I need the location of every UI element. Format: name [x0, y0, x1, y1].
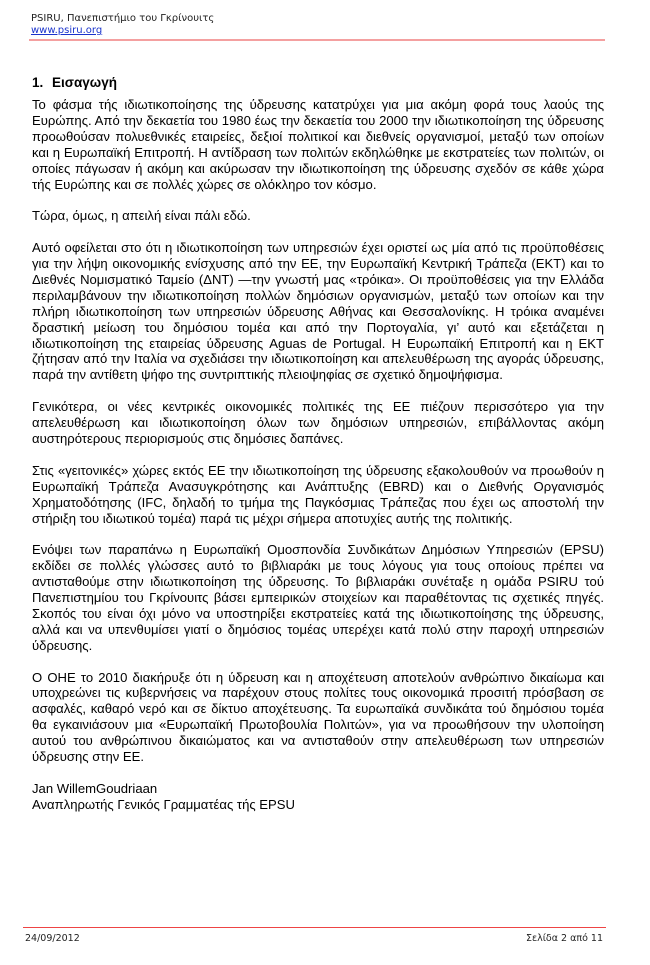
page-header	[31, 13, 606, 37]
signature-title: Αναπληρωτής Γενικός Γραμματέας τής EPSU	[32, 796, 295, 812]
website-link[interactable]: www.psiru.org	[31, 25, 103, 36]
paragraph-un-declaration: Ο ΟΗΕ το 2010 διακήρυξε ότι η ύδρευση και η αποχέτευση αποτελούν ανθρώπινο δικαίωμα και υποχρεώνει τις κυβερνήσεις να παρέχουν στους πολίτες τους οικονομικά προσιτή πρόσβαση σε ασφαλές, καθαρό νερό και σε δίκτυο αποχέτευσης. Τα ευρωπαϊκά συνδικάτα τού δημόσιου τομέα θα εγκαινιάσουν μια «Ευρωπαϊκή Πρωτοβουλία Πολιτών», για να προωθήσουν την υλοποίηση αυτού του ανθρώπινου δικαιώματος και να αντισταθούν στην απελευθέρωση των υπηρεσιών ύδρευσης στην ΕΕ.	[32, 669, 604, 765]
paragraph-epsu-booklet: Ενόψει των παραπάνω η Ευρωπαϊκή Ομοσπονδία Συνδικάτων Δημόσιων Υπηρεσιών (EPSU) εκδίδει σε πολλές γλώσσες αυτό το βιβλιαράκι με τους λόγους για τους οποίους πρέπει να αντισταθούμε στην ιδιωτικοποίηση της ύδρευσης. Το βιβλιαράκι συνέταξε η ομάδα PSIRU τού Πανεπιστημίου του Γκρίνουιτς βάσει εμπειρικών στοιχείων και παραθέτοντας τις σχετικές πηγές. Σκοπός του είναι όχι μόνο να υποστηρίξει εκστρατείες κατά της ιδιωτικοποίησης της ύδρευσης, αλλά και να υπενθυμίσει γιατί ο δημόσιος τομέας υπερέχει κατά πολύ στην παροχή υπηρεσιών ύδρευσης.	[32, 542, 604, 653]
paragraph-troika: Αυτό οφείλεται στο ότι η ιδιωτικοποίηση των υπηρεσιών έχει οριστεί ως μία από τις προϋποθέσεις για την λήψη οικονομικής ενίσχυσης από την ΕΕ, την Ευρωπαϊκή Κεντρική Τράπεζα (ΕΚΤ) και το Διεθνές Νομισματικό Ταμείο (ΔΝΤ) —την γνωστή μας «τρόικα». Οι προϋποθέσεις για την Ελλάδα περιλαμβάνουν την ιδιωτικοποίηση πολλών δημόσιων οργανισμών, μεταξύ των οποίων και την πλήρη ιδιωτικοποίηση των υπηρεσιών ύδρευσης Αθήνας και Θεσσαλονίκης. Η τρόικα αναμένει δραστική μείωση του δημόσιου τομέα και από την Πορτογαλία, γι’ αυτό και εξετάζεται η ιδιωτικοποίηση της εταιρείας ύδρευσης Aguas de Portugal. Η Ευρωπαϊκή Επιτροπή και η ΕΚΤ ζήτησαν από την Ιταλία να σχεδιάσει την ιδιωτικοποίηση και απελευθέρωση της αγοράς ύδρευσης, παρά την αντίθετη ψήφο της συντριπτικής πλειοψηφίας σε σχετικό δημοψήφισμα.	[32, 240, 604, 383]
section-number: 1.	[32, 75, 44, 90]
signature-name: Jan WillemGoudriaan	[32, 780, 158, 796]
paragraph-intro: Το φάσμα τής ιδιωτικοποίησης της ύδρευσης κατατρύχει για μια ακόμη φορά τους λαούς της Ευρώπης. Από την δεκαετία του 1980 έως την δεκαετία του 2000 την ιδιωτικοποίηση της ύδρευσης προωθούσαν πολυεθνικές εταιρείες, δεξιοί πολιτικοί και διεθνείς οργανισμοί, μεταξύ των οποίων και η Ευρωπαϊκή Επιτροπή. Η αντίδραση των πολιτών εκδηλώθηκε με εκστρατείες των πολιτών, οι οποίες πάγωσαν ή ακόμη και ακύρωσαν την ιδιωτικοποίηση της ύδρευσης σχεδόν σε κάθε χώρα τής Ευρώπης και σε πολλές χώρες σε ολόκληρο τον κόσμο.	[32, 97, 604, 192]
page-number: Σελίδα 2 από 11	[525, 933, 603, 944]
paragraph-neighbouring-countries: Στις «γειτονικές» χώρες εκτός ΕΕ την ιδιωτικοποίηση της ύδρευσης εξακολουθούν να προωθούν η Ευρωπαϊκή Τράπεζα Ανασυγκρότησης και Ανάπτυξης (EBRD) και ο Διεθνής Οργανισμός Χρηματοδότησης (IFC, δηλαδή το τμήμα της Παγκόσμιας Τράπεζας που έχει ως αποστολή την στήριξη του ιδιωτικού τομέα) παρά τις μέχρι σήμερα αποτυχίες αυτής της πολιτικής.	[32, 462, 604, 526]
organization-name: PSIRU, Πανεπιστήμιο του Γκρίνουιτς	[31, 13, 215, 24]
signature-block	[32, 781, 604, 813]
footer-divider	[23, 927, 606, 928]
document-body	[32, 74, 604, 813]
footer-date: 24/09/2012	[25, 933, 80, 944]
section-title: Εισαγωγή	[52, 75, 117, 90]
section-heading	[32, 74, 604, 91]
paragraph-threat: Τώρα, όμως, η απειλή είναι πάλι εδώ.	[32, 208, 251, 224]
header-divider	[29, 39, 605, 41]
paragraph-eu-policies: Γενικότερα, οι νέες κεντρικές οικονομικές πολιτικές της ΕΕ πιέζουν περισσότερο για την απελευθέρωση και ιδιωτικοποίηση όλων των δημόσιων υπηρεσιών, επιβάλλοντας ακόμη αυστηρότερους περιορισμούς στις δημόσιες δαπάνες.	[32, 399, 604, 446]
